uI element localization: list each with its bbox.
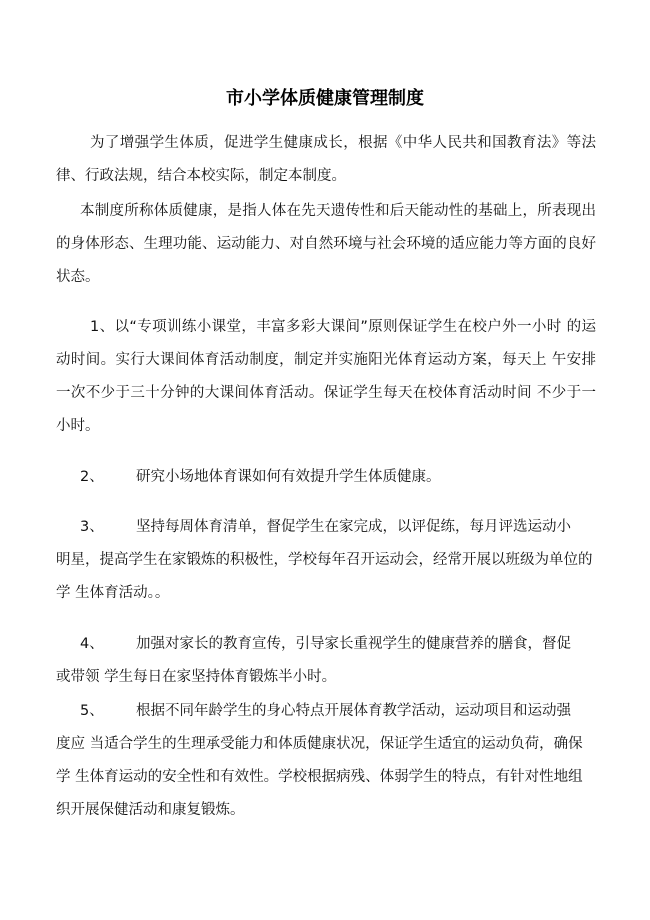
rule-item-3-number: 3、 <box>80 519 104 535</box>
rule-item-3-first-line: 坚持每周体育清单，督促学生在家完成，以评促练，每月评选运动小 <box>136 519 571 535</box>
rule-item-5-rest: 度应 当适合学生的生理承受能力和体质健康状况，保证学生适宜的运动负荷，确保学 生体育运动的安全性和有效性。学校根据病残、体弱学生的特点，有针对性地组 织开展保健活动和康复锻炼。 <box>56 736 583 818</box>
rule-item-5-first-line: 根据不同年龄学生的身心特点开展体育教学活动，运动项目和运动强 <box>136 703 571 719</box>
rule-item-5-number: 5、 <box>80 703 104 719</box>
rule-item-3-rest: 明星，提高学生在家锻炼的积极性，学校每年召开运动会，经常开展以班级为单位的学 生体育活动。。 <box>56 552 593 601</box>
rule-item-4 <box>56 628 596 694</box>
rule-item-5 <box>56 695 596 827</box>
rule-item-4-number: 4、 <box>80 636 104 652</box>
intro-paragraph-1: 为了增强学生体质，促进学生健康成长，根据《中华人民共和国教育法》等法律、行政法规，结合本校实际，制定本制度。 <box>56 135 596 184</box>
rule-item-1: 1、以“专项训练小课堂，丰富多彩大课间”原则保证学生在校户外一小时 的运动时间。实行大课间体育活动制度，制定并实施阳光体育运动方案，每天上 午安排一次不少于三十分钟的大课间体育活动。保证学生每天在校体育活动时间 不少于一小时。 <box>56 319 596 434</box>
rule-item-3 <box>56 511 596 610</box>
rule-item-4-first-line: 加强对家长的教育宣传，引导家长重视学生的健康营养的膳食，督促 <box>136 636 571 652</box>
intro-paragraph-2: 本制度所称体质健康，是指人体在先天遗传性和后天能动性的基础上，所表现出的身体形态、生理功能、运动能力、对自然环境与社会环境的适应能力等方面的良好状态。 <box>56 203 596 285</box>
rule-item-2-number: 2、 <box>80 469 104 485</box>
rule-item-2 <box>56 461 596 494</box>
rule-item-4-rest: 或带领 学生每日在家坚持体育锻炼半小时。 <box>56 669 337 685</box>
document-title: 市小学体质健康管理制度 <box>226 88 424 109</box>
rule-item-2-first-line: 研究小场地体育课如何有效提升学生体质健康。 <box>136 469 441 485</box>
